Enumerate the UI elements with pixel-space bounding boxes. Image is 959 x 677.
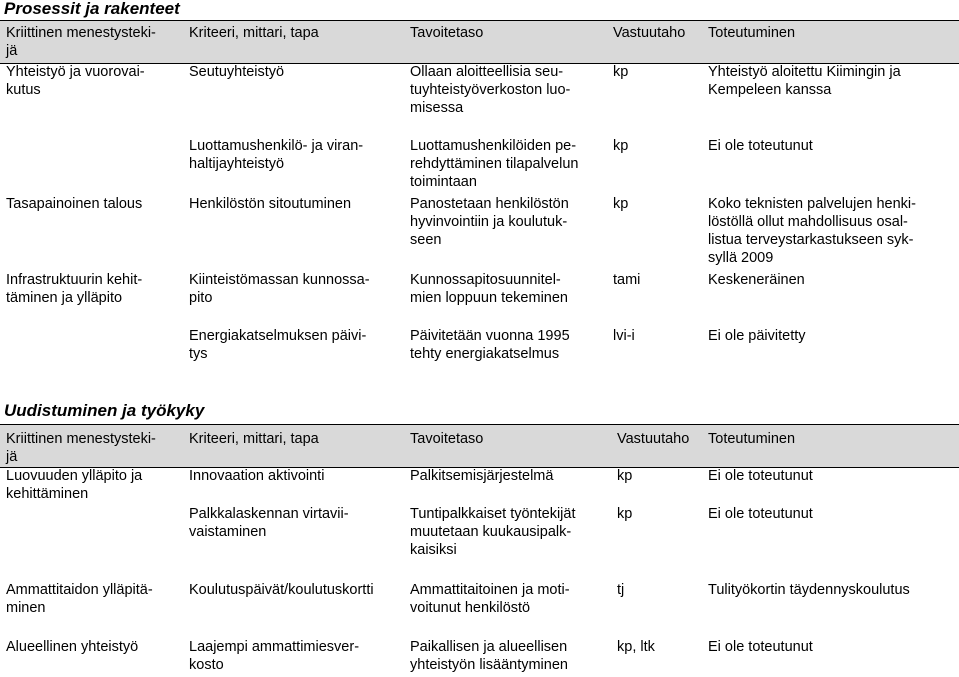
table-cell: Yhteistyö ja vuorovai- kutus xyxy=(6,64,145,98)
table-cell: kp xyxy=(613,196,629,212)
table-cell: Koko teknisten palvelujen henki- löstöllä ollut mahdollisuus osal- listua terveystarkastukseen syk- syllä 2009 xyxy=(708,196,916,266)
table-cell: Kunnossapitosuunnitel- mien loppuun tekeminen xyxy=(410,272,568,306)
table-cell: Ei ole toteutunut xyxy=(708,506,813,522)
column-header: Tavoitetaso xyxy=(410,431,484,447)
table-cell: Palkkalaskennan virtavii- vaistaminen xyxy=(189,506,349,540)
table-cell: Ei ole toteutunut xyxy=(708,138,813,154)
table-cell: Laajempi ammattimiesver- kosto xyxy=(189,639,360,673)
table-cell: Ammattitaidon ylläpitä- minen xyxy=(6,582,153,616)
column-header: Toteutuminen xyxy=(708,431,796,447)
table-cell: Ei ole toteutunut xyxy=(708,639,813,655)
table-cell: Koulutuspäivät/koulutuskortti xyxy=(189,582,374,598)
table-cell: Tasapainoinen talous xyxy=(6,196,143,212)
table-cell: Infrastruktuurin kehit- täminen ja ylläpito xyxy=(6,272,143,306)
table-cell: Luottamushenkilö- ja viran- haltijayhteistyö xyxy=(189,138,364,172)
section-title: Prosessit ja rakenteet xyxy=(4,0,180,18)
table-cell: kp xyxy=(617,506,633,522)
column-header: Kriittinen menestysteki- jä xyxy=(6,431,156,465)
table-cell: Ammattitaitoinen ja moti- voitunut henkilöstö xyxy=(410,582,570,616)
table-cell: kp xyxy=(613,64,629,80)
table-cell: Ollaan aloitteellisia seu- tuyhteistyöverkoston luo- misessa xyxy=(410,64,571,116)
table-cell: Palkitsemisjärjestelmä xyxy=(410,468,554,484)
table-cell: Panostetaan henkilöstön hyvinvointiin ja koulutuk- seen xyxy=(410,196,569,248)
table-cell: Luottamushenkilöiden pe- rehdyttäminen tilapalvelun toimintaan xyxy=(410,138,579,190)
column-header: Vastuutaho xyxy=(613,25,686,41)
table-cell: Tuntipalkkaiset työntekijät muutetaan kuukausipalk- kaisiksi xyxy=(410,506,576,558)
table-cell: Seutuyhteistyö xyxy=(189,64,285,80)
column-header: Kriittinen menestysteki- jä xyxy=(6,25,156,59)
table-cell: kp, ltk xyxy=(617,639,655,655)
table-cell: Kiinteistömassan kunnossa- pito xyxy=(189,272,370,306)
table-cell: lvi-i xyxy=(613,328,635,344)
table-cell: Luovuuden ylläpito ja kehittäminen xyxy=(6,468,143,502)
table-cell: Tulityökortin täydennyskoulutus xyxy=(708,582,910,598)
column-header: Kriteeri, mittari, tapa xyxy=(189,431,319,447)
table-cell: Paikallisen ja alueellisen yhteistyön lisääntyminen xyxy=(410,639,568,673)
section-title: Uudistuminen ja työkyky xyxy=(4,401,205,420)
table-cell: tami xyxy=(613,272,641,288)
table-cell: Energiakatselmuksen päivi- tys xyxy=(189,328,367,362)
table-cell: Ei ole päivitetty xyxy=(708,328,806,344)
table-cell: Keskeneräinen xyxy=(708,272,805,288)
table-cell: Yhteistyö aloitettu Kiimingin ja Kempeleen kanssa xyxy=(708,64,901,98)
column-header: Vastuutaho xyxy=(617,431,690,447)
table-cell: Ei ole toteutunut xyxy=(708,468,813,484)
table-cell: Innovaation aktivointi xyxy=(189,468,325,484)
table-cell: kp xyxy=(613,138,629,154)
table-cell: kp xyxy=(617,468,633,484)
column-header: Kriteeri, mittari, tapa xyxy=(189,25,319,41)
table-cell: Alueellinen yhteistyö xyxy=(6,639,139,655)
column-header: Tavoitetaso xyxy=(410,25,484,41)
table-cell: Päivitetään vuonna 1995 tehty energiakatselmus xyxy=(410,328,570,362)
table-cell: tj xyxy=(617,582,625,598)
table-cell: Henkilöstön sitoutuminen xyxy=(189,196,352,212)
column-header: Toteutuminen xyxy=(708,25,796,41)
